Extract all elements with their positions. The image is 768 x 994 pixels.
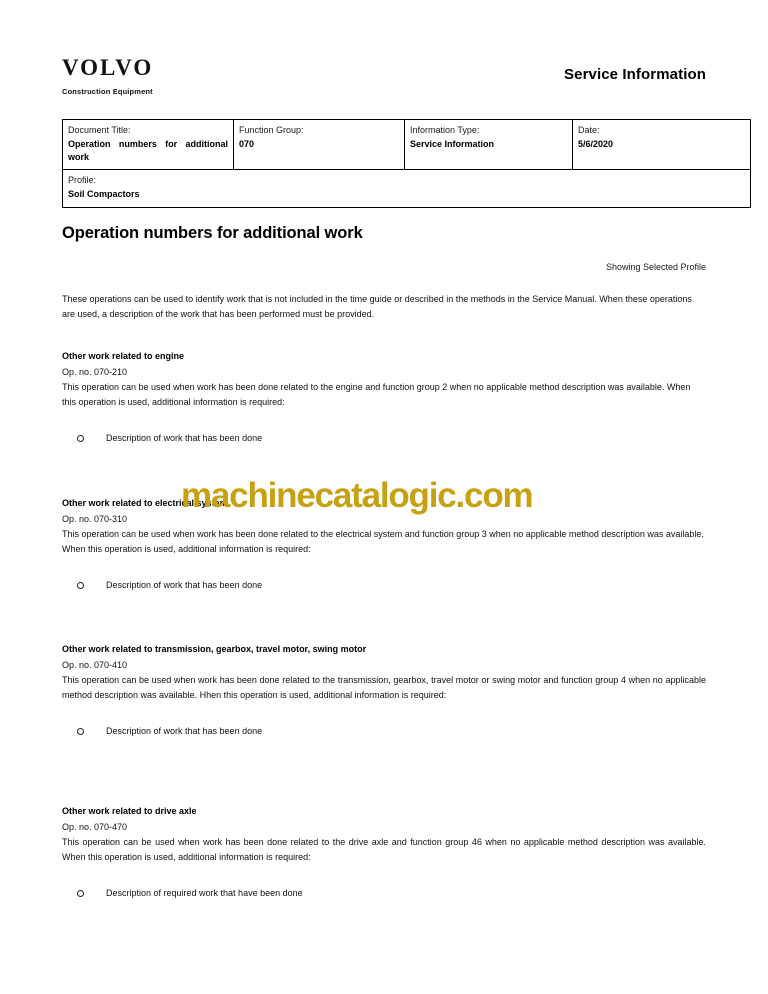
section-op-number: Op. no. 070-410 xyxy=(62,659,128,670)
section-heading: Other work related to engine xyxy=(62,351,185,361)
table-row xyxy=(63,170,751,208)
brand-subtitle: Construction Equipment xyxy=(62,87,153,96)
section-transmission xyxy=(62,643,706,739)
value-profile: Soil Compactors xyxy=(68,189,140,200)
list-item xyxy=(62,886,706,900)
document-meta-table xyxy=(62,119,751,208)
circle-bullet-icon xyxy=(77,728,84,735)
section-op-number: Op. no. 070-210 xyxy=(62,366,128,377)
bullet-marker xyxy=(62,724,106,738)
label-document-title: Document Title: xyxy=(68,125,131,135)
bullet-label: Description of required work that have been done xyxy=(106,888,303,899)
bullet-label: Description of work that has been done xyxy=(106,433,263,444)
list-item xyxy=(62,724,706,738)
bullet-label: Description of work that has been done xyxy=(106,726,263,737)
section-heading: Other work related to electrical system xyxy=(62,498,228,508)
label-date: Date: xyxy=(578,125,600,135)
cell-profile xyxy=(63,170,751,208)
label-function-group: Function Group: xyxy=(239,125,304,135)
cell-date xyxy=(573,120,751,170)
page-title: Operation numbers for additional work xyxy=(62,224,363,242)
value-date: 5/6/2020 xyxy=(578,138,614,149)
page-header xyxy=(62,56,706,106)
section-heading: Other work related to drive axle xyxy=(62,806,197,816)
section-op-number: Op. no. 070-310 xyxy=(62,513,128,524)
cell-document-title xyxy=(63,120,234,170)
section-body: This operation can be used when work has been done related to the transmission, gearbox, travel motor or swing motor and function group 4 when no applicable method description was available. Hhen this operation is used, additional information is required: xyxy=(62,675,706,700)
label-information-type: Information Type: xyxy=(410,125,480,135)
table-row xyxy=(63,120,751,170)
bullet-label: Description of work that has been done xyxy=(106,580,263,591)
value-document-title: Operation numbers for additional work xyxy=(68,138,228,162)
section-body: This operation can be used when work has been done related to the electrical system and function group 3 when no applicable method description was available. When this operation is used, additional information is required: xyxy=(62,529,704,554)
cell-information-type xyxy=(405,120,573,170)
bullet-marker xyxy=(62,431,106,445)
volvo-logo: VOLVO xyxy=(62,55,154,80)
section-heading: Other work related to transmission, gearbox, travel motor, swing motor xyxy=(62,644,367,654)
bullet-marker xyxy=(62,886,106,900)
value-function-group: 070 xyxy=(239,138,255,149)
section-engine xyxy=(62,350,706,446)
section-body: This operation can be used when work has been done related to the engine and function group 2 when no applicable method description was available. When this operation is used, additional information is required: xyxy=(62,382,691,407)
list-item xyxy=(62,431,706,445)
value-information-type: Service Information xyxy=(410,138,495,149)
showing-selected-profile: Showing Selected Profile xyxy=(605,262,706,272)
section-body: This operation can be used when work has been done related to the drive axle and function group 46 when no applicable method description was available. When this operation is used, additional information is required: xyxy=(62,837,706,862)
circle-bullet-icon xyxy=(77,435,84,442)
watermark-machinecatalogic: machinecatalogic.com xyxy=(181,476,533,515)
circle-bullet-icon xyxy=(77,890,84,897)
intro-paragraph: These operations can be used to identify work that is not included in the time guide or described in the methods in the Service Manual. When these operations are used, a description of the work that has been performed must be provided. xyxy=(62,294,692,319)
section-drive-axle xyxy=(62,805,706,901)
bullet-marker xyxy=(62,578,106,592)
label-profile: Profile: xyxy=(68,175,97,186)
section-op-number: Op. no. 070-470 xyxy=(62,821,128,832)
volvo-brand xyxy=(62,56,153,96)
circle-bullet-icon xyxy=(77,582,84,589)
cell-function-group xyxy=(234,120,405,170)
service-information-title: Service Information xyxy=(564,66,706,83)
list-item xyxy=(62,578,706,592)
